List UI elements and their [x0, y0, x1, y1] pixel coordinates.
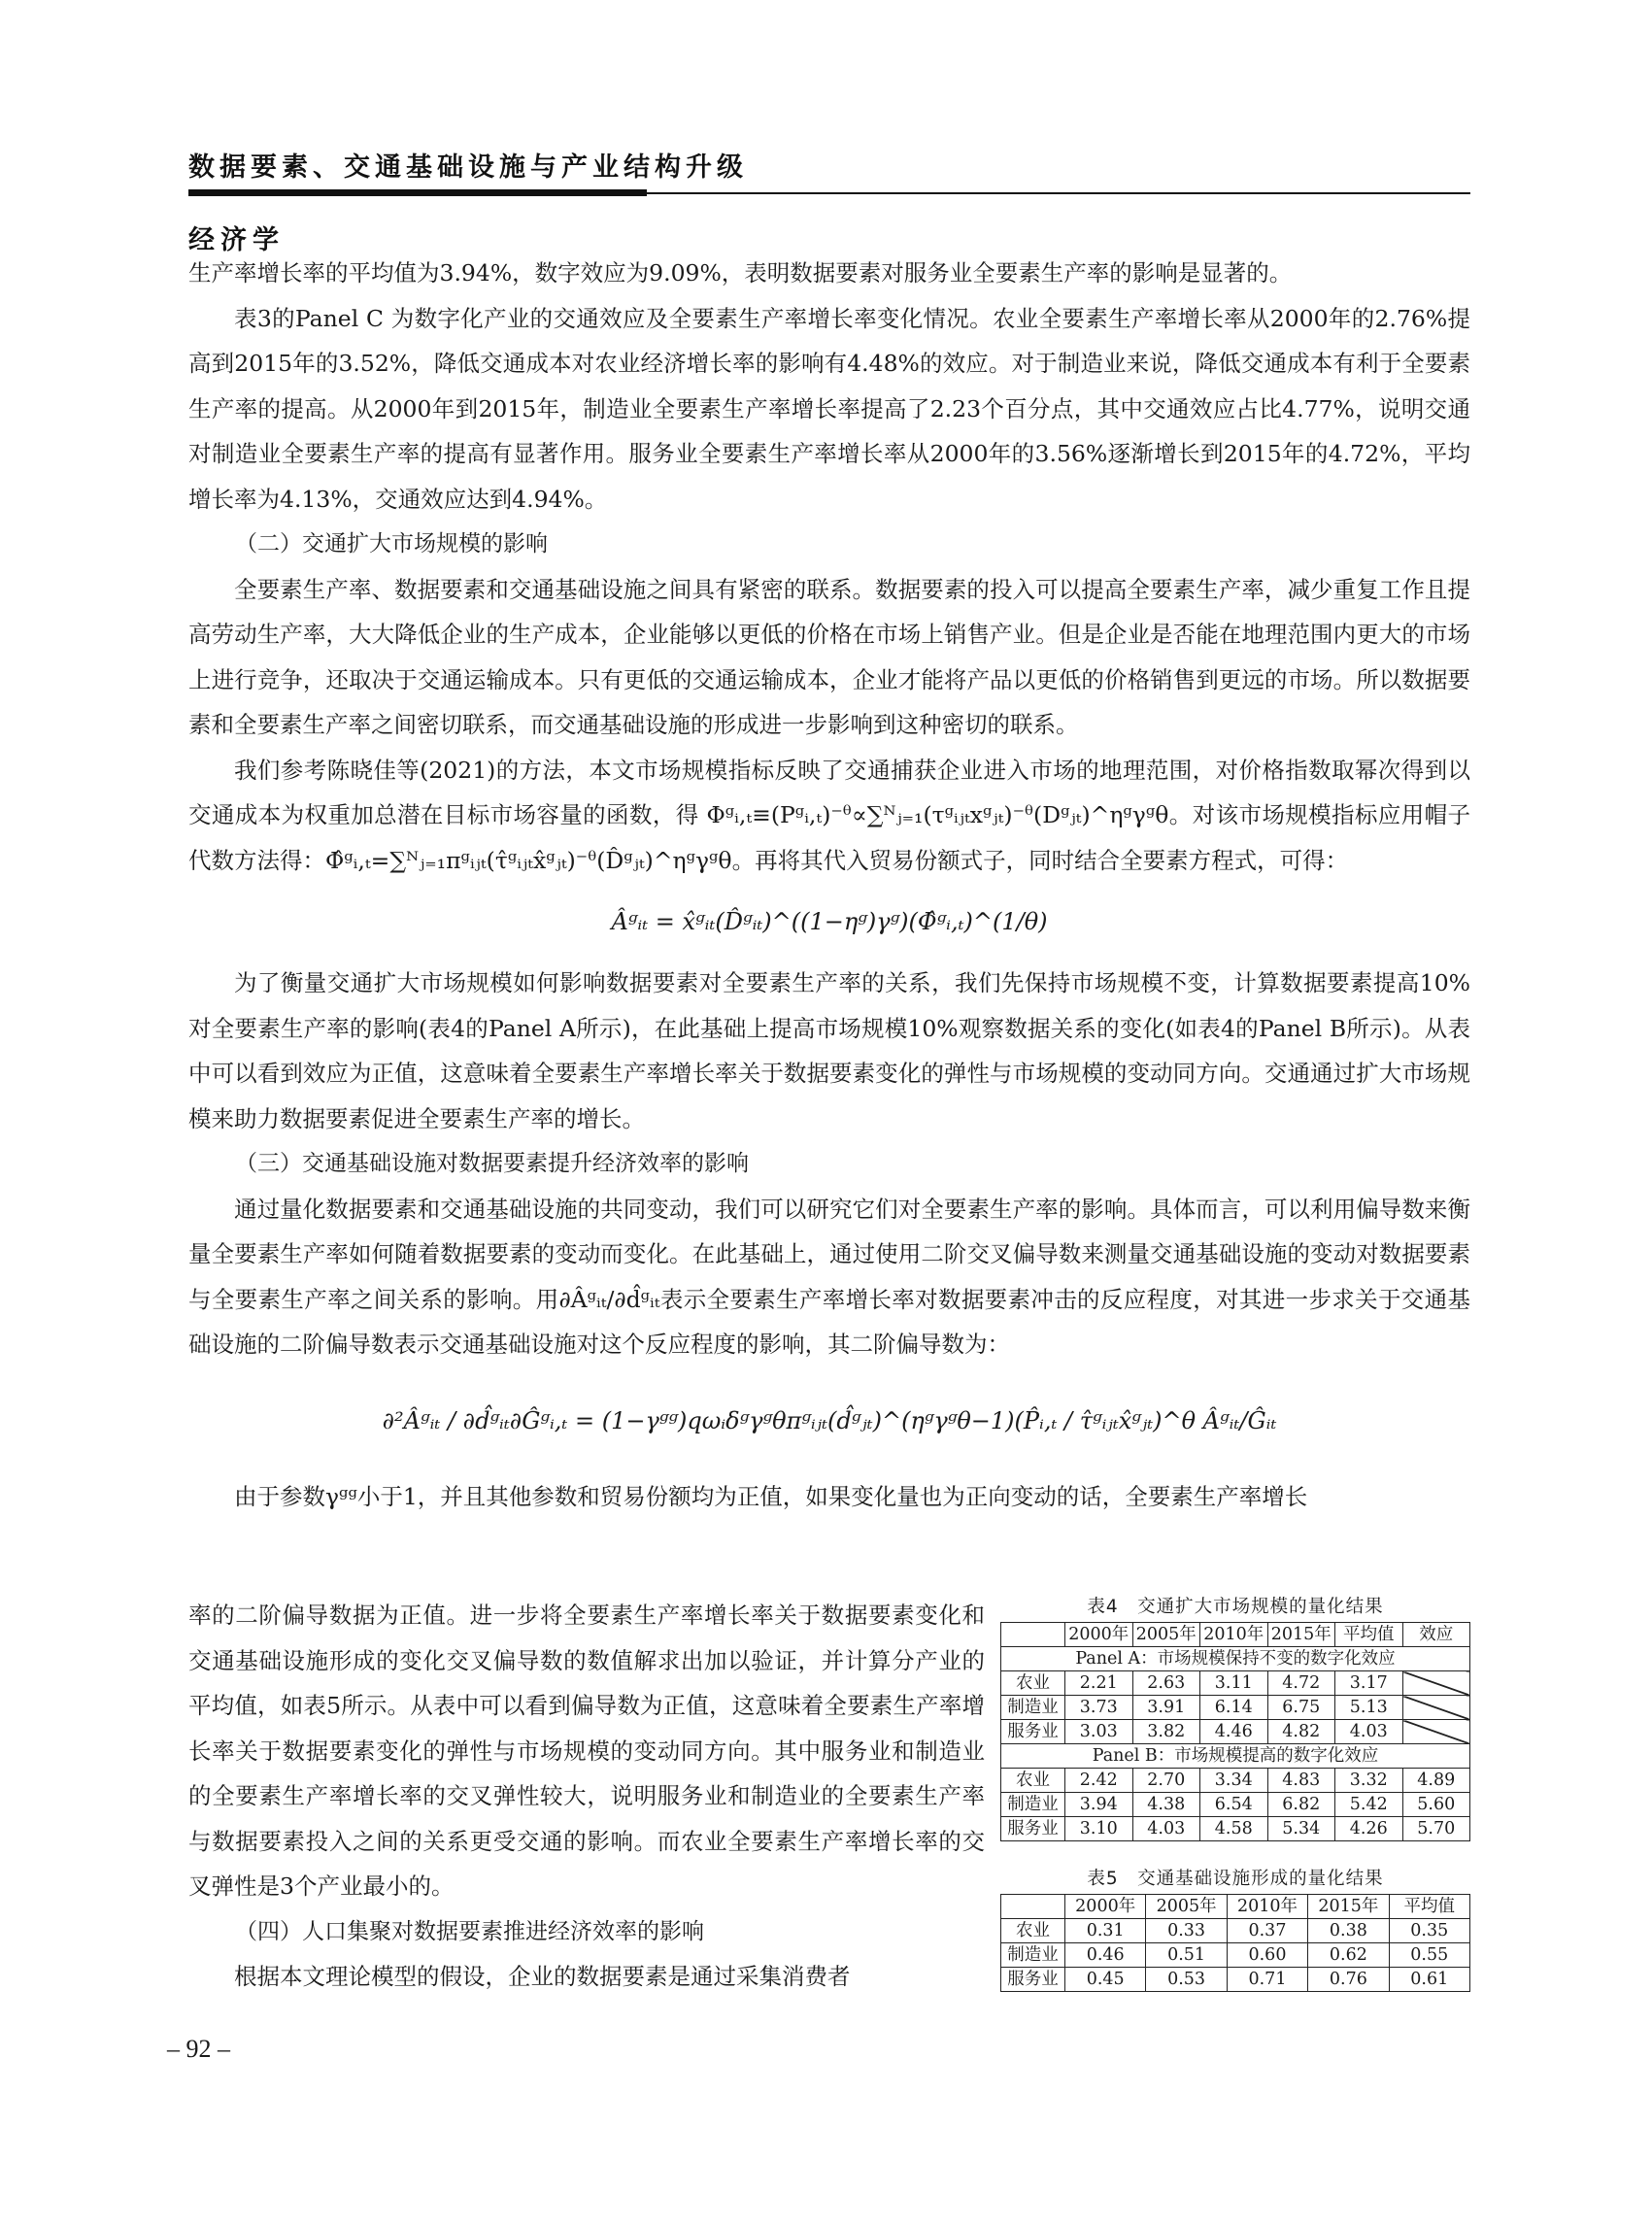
table-cell: 4.03 [1132, 1817, 1200, 1841]
table-row [1001, 1720, 1470, 1744]
table-cell: 2.70 [1132, 1769, 1200, 1793]
table-row [1001, 1817, 1470, 1841]
table-row [1001, 1968, 1470, 1992]
table-cell: 0.35 [1389, 1919, 1469, 1943]
table-cell: 0.37 [1227, 1919, 1307, 1943]
table-cell: 制造业 [1001, 1696, 1065, 1720]
empty-diagonal-cell [1402, 1720, 1470, 1744]
table-header-row [1001, 1623, 1470, 1647]
table-header: 2000年 [1065, 1623, 1133, 1647]
table-row [1001, 1943, 1470, 1968]
table-cell: 6.75 [1267, 1696, 1335, 1720]
paragraph: 为了衡量交通扩大市场规模如何影响数据要素对全要素生产率的关系，我们先保持市场规模不变，计算数据要素提高10%对全要素生产率的影响(表4的Panel A所示)，在此基础上提高市场规模10%观察数据关系的变化(如表4的Panel B所示)。从表中可以看到效应为正值，这意味着全要素生产率增长率关于数据要素变化的弹性与市场规模的变动同方向。交通通过扩大市场规模来助力数据要素促进全要素生产率的增长。 [188, 969, 1470, 1132]
table-cell: 0.71 [1227, 1968, 1307, 1992]
table-cell: 2.63 [1132, 1671, 1200, 1696]
paragraph: 生产率增长率的平均值为3.94%，数字效应为9.09%，表明数据要素对服务业全要素生产率的影响是显著的。 [188, 259, 1293, 287]
table-cell: 5.60 [1402, 1793, 1470, 1817]
table-cell: 3.91 [1132, 1696, 1200, 1720]
table-header: 2015年 [1267, 1623, 1335, 1647]
table-header [1001, 1895, 1065, 1919]
table-cell: 6.82 [1267, 1793, 1335, 1817]
table-cell: 6.14 [1200, 1696, 1268, 1720]
table-cell: 0.46 [1065, 1943, 1146, 1968]
table-row [1001, 1671, 1470, 1696]
empty-diagonal-cell [1402, 1671, 1470, 1696]
table-cell: 6.54 [1200, 1793, 1268, 1817]
table-row [1001, 1769, 1470, 1793]
table-cell: 5.70 [1402, 1817, 1470, 1841]
table-header: 2005年 [1146, 1895, 1227, 1919]
section-heading: （三）交通基础设施对数据要素提升经济效率的影响 [235, 1151, 749, 1176]
page-number: – 92 – [167, 2035, 230, 2063]
table-header-row [1001, 1895, 1470, 1919]
table-cell: 4.38 [1132, 1793, 1200, 1817]
table-cell: 4.72 [1267, 1671, 1335, 1696]
table-cell: 3.73 [1065, 1696, 1133, 1720]
table-header: 2010年 [1227, 1895, 1307, 1919]
table-cell: 5.13 [1335, 1696, 1403, 1720]
table4-caption: 表4 交通扩大市场规模的量化结果 [1087, 1597, 1384, 1617]
running-title: 数据要素、交通基础设施与产业结构升级 [188, 152, 748, 183]
table-cell: 0.55 [1389, 1943, 1469, 1968]
table-cell: 4.82 [1267, 1720, 1335, 1744]
table-header: 2010年 [1200, 1623, 1268, 1647]
paragraph: 根据本文理论模型的假设，企业的数据要素是通过采集消费者 [234, 1963, 851, 1990]
paragraph: 由于参数γᵍᵍ小于1，并且其他参数和贸易份额均为正值，如果变化量也为正向变动的话，全要素生产率增长 [234, 1482, 1308, 1510]
table-cell: 0.45 [1065, 1968, 1146, 1992]
section-heading: （二）交通扩大市场规模的影响 [235, 531, 548, 556]
table-cell: 0.53 [1146, 1968, 1227, 1992]
table-cell: 农业 [1001, 1919, 1065, 1943]
table-header: 平均值 [1389, 1895, 1469, 1919]
paragraph: 率的二阶偏导数据为正值。进一步将全要素生产率增长率关于数据要素变化和交通基础设施形成的变化交叉偏导数的数值解求出加以验证，并计算分产业的平均值，如表5所示。从表中可以看到偏导数为正值，这意味着全要素生产率增长率关于数据要素变化的弹性与市场规模的变动同方向。其中服务业和制造业的全要素生产率增长率的交叉弹性较大，说明服务业和制造业的全要素生产率与数据要素投入之间的关系更受交通的影响。而农业全要素生产率增长率的交叉弹性是3个产业最小的。 [188, 1602, 985, 1900]
paragraph: 全要素生产率、数据要素和交通基础设施之间具有紧密的联系。数据要素的投入可以提高全要素生产率，减少重复工作且提高劳动生产率，大大降低企业的生产成本，企业能够以更低的价格在市场上销售产业。但是企业是否能在地理范围内更大的市场上进行竞争，还取决于交通运输成本。只有更低的交通运输成本，企业才能将产品以更低的价格销售到更远的市场。所以数据要素和全要素生产率之间密切联系，而交通基础设施的形成进一步影响到这种密切的联系。 [188, 575, 1470, 738]
table-cell: 0.33 [1146, 1919, 1227, 1943]
empty-diagonal-cell [1402, 1696, 1470, 1720]
article-body [188, 251, 1470, 1519]
journal-name: 经济学 [188, 225, 285, 255]
table-cell: 制造业 [1001, 1943, 1065, 1968]
equation: ∂²Âᵍᵢₜ / ∂d̂ᵍᵢₜ∂Ĝᵍᵢ,ₜ = (1−γᵍᵍ)qωᵢδᵍγᵍθπᵍᵢⱼₜ(d̂ᵍⱼₜ)^(ηᵍγᵍθ−1)(P̂ᵢ,ₜ / τ̂ᵍᵢⱼₜx̂ᵍⱼₜ)^θ Âᵍᵢₜ/Ĝᵢₜ [382, 1406, 1277, 1434]
table-cell: 0.60 [1227, 1943, 1307, 1968]
table-cell: 0.31 [1065, 1919, 1146, 1943]
paragraph: 表3的Panel C 为数字化产业的交通效应及全要素生产率增长率变化情况。农业全要素生产率增长率从2000年的2.76%提高到2015年的3.52%，降低交通成本对农业经济增长率的影响有4.48%的效应。对于制造业来说，降低交通成本有利于全要素生产率的提高。从2000年到2015年，制造业全要素生产率增长率提高了2.23个百分点，其中交通效应占比4.77%，说明交通对制造业全要素生产率的提高有显著作用。服务业全要素生产率增长率从2000年的3.56%逐渐增长到2015年的4.72%，平均增长率为4.13%，交通效应达到4.94%。 [188, 304, 1470, 513]
section-heading: （四）人口集聚对数据要素推进经济效率的影响 [235, 1918, 704, 1944]
tables-column [1000, 1593, 1470, 1992]
table-cell: 0.76 [1308, 1968, 1389, 1992]
equation: Âᵍᵢₜ = x̂ᵍᵢₜ(D̂ᵍᵢₜ)^((1−ηᵍ)γᵍ)(Φ̂ᵍᵢ,ₜ)^(1/θ) [611, 908, 1048, 935]
table-cell: 制造业 [1001, 1793, 1065, 1817]
table-header [1001, 1623, 1065, 1647]
table-cell: 3.32 [1335, 1769, 1403, 1793]
table-row [1001, 1793, 1470, 1817]
page-header [188, 146, 1470, 256]
table-cell: 服务业 [1001, 1817, 1065, 1841]
table-cell: 4.46 [1200, 1720, 1268, 1744]
panel-label: Panel A：市场规模保持不变的数字化效应 [1001, 1647, 1470, 1671]
table-cell: 0.38 [1308, 1919, 1389, 1943]
table-cell: 4.03 [1335, 1720, 1403, 1744]
panel-row [1001, 1647, 1470, 1671]
panel-row [1001, 1744, 1470, 1769]
table-cell: 5.34 [1267, 1817, 1335, 1841]
table-cell: 2.42 [1065, 1769, 1133, 1793]
table-cell: 农业 [1001, 1769, 1065, 1793]
table5-caption: 表5 交通基础设施形成的量化结果 [1087, 1869, 1384, 1889]
panel-label: Panel B：市场规模提高的数字化效应 [1001, 1744, 1470, 1769]
article-body-column [188, 1593, 985, 2000]
table-header: 2015年 [1308, 1895, 1389, 1919]
table-cell: 3.03 [1065, 1720, 1133, 1744]
table-cell: 2.21 [1065, 1671, 1133, 1696]
table-cell: 0.62 [1308, 1943, 1389, 1968]
table-cell: 0.51 [1146, 1943, 1227, 1968]
header-rule [188, 189, 1470, 199]
table-cell: 3.10 [1065, 1817, 1133, 1841]
table-cell: 3.34 [1200, 1769, 1268, 1793]
table-header: 平均值 [1335, 1623, 1403, 1647]
table-cell: 3.17 [1335, 1671, 1403, 1696]
paragraph: 通过量化数据要素和交通基础设施的共同变动，我们可以研究它们对全要素生产率的影响。具体而言，可以利用偏导数来衡量全要素生产率如何随着数据要素的变动而变化。在此基础上，通过使用二阶交叉偏导数来测量交通基础设施的变动对数据要素与全要素生产率之间关系的影响。用∂Âᵍᵢₜ/∂d̂ᵍᵢₜ表示全要素生产率增长率对数据要素冲击的反应程度，对其进一步求关于交通基础设施的二阶偏导数表示交通基础设施对这个反应程度的影响，其二阶偏导数为： [188, 1195, 1470, 1358]
table-cell: 4.83 [1267, 1769, 1335, 1793]
table-header: 2000年 [1065, 1895, 1146, 1919]
table-cell: 4.58 [1200, 1817, 1268, 1841]
table-cell: 0.61 [1389, 1968, 1469, 1992]
table-cell: 3.82 [1132, 1720, 1200, 1744]
table-cell: 3.11 [1200, 1671, 1268, 1696]
table-header: 效应 [1402, 1623, 1470, 1647]
table-cell: 服务业 [1001, 1720, 1065, 1744]
table-row [1001, 1696, 1470, 1720]
table-header: 2005年 [1132, 1623, 1200, 1647]
table-cell: 4.26 [1335, 1817, 1403, 1841]
table4 [1000, 1622, 1470, 1841]
table-row [1001, 1919, 1470, 1943]
table-cell: 农业 [1001, 1671, 1065, 1696]
table-cell: 4.89 [1402, 1769, 1470, 1793]
table-cell: 3.94 [1065, 1793, 1133, 1817]
table-cell: 服务业 [1001, 1968, 1065, 1992]
table-cell: 5.42 [1335, 1793, 1403, 1817]
table5 [1000, 1894, 1470, 1992]
paragraph: 我们参考陈晓佳等(2021)的方法，本文市场规模指标反映了交通捕获企业进入市场的地理范围，对价格指数取幂次得到以交通成本为权重加总潜在目标市场容量的函数，得 Φᵍᵢ,ₜ≡(Pᵍᵢ,ₜ)⁻ᶿ∝∑ᴺⱼ₌₁(τᵍᵢⱼₜxᵍⱼₜ)⁻ᶿ(Dᵍⱼₜ)^ηᵍγᵍθ。对该市场规模指标应用帽子代数方法得：Φ̂ᵍᵢ,ₜ=∑ᴺⱼ₌₁πᵍᵢⱼₜ(τ̂ᵍᵢⱼₜx̂ᵍⱼₜ)⁻ᶿ(D̂ᵍⱼₜ)^ηᵍγᵍθ。再将其代入贸易份额式子，同时结合全要素方程式，可得： [188, 756, 1470, 874]
